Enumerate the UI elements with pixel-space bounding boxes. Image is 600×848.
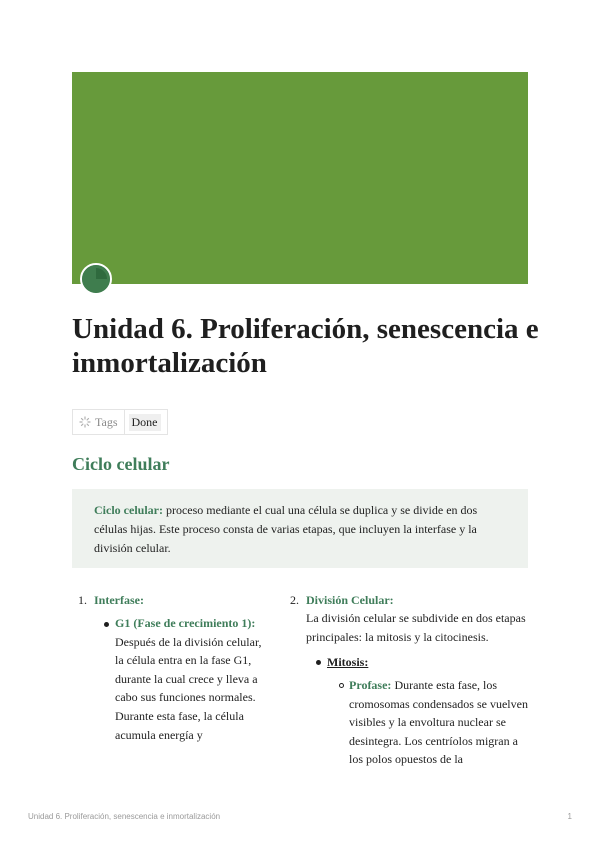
sub-item-text: Después de la división celular, la célula entra en la fase G1, durante la cual crece y lleva a cabo sus funciones normales. Durante esta fase, la célula acumula energía y xyxy=(115,634,262,742)
callout xyxy=(72,489,528,568)
pie-icon xyxy=(82,265,110,293)
section-heading: Ciclo celular xyxy=(72,454,170,474)
loading-icon xyxy=(79,416,91,428)
sub-sub-item-title: Profase: xyxy=(349,678,392,692)
sub-item-title: G1 (Fase de crecimiento 1): xyxy=(115,616,256,630)
property-name xyxy=(73,410,125,434)
footer-page-number: 1 xyxy=(567,812,572,821)
sub-item-g1 xyxy=(115,614,265,744)
list-item-text: La división celular se subdivide en dos etapas principales: la mitosis y la citocinesis. xyxy=(306,611,526,644)
property-row xyxy=(72,409,168,435)
bullet-icon xyxy=(316,660,321,665)
callout-text: proceso mediante el cual una célula se duplica y se divide en dos células hijas. Este proceso consta de varias etapas, que incluyen la interfase y la división celular. xyxy=(94,503,478,555)
list-item-title: División Celular: xyxy=(306,593,394,607)
tags-value[interactable] xyxy=(125,410,167,434)
list-number: 1. xyxy=(78,593,87,607)
page-icon xyxy=(80,263,112,295)
page-title: Unidad 6. Proliferación, senescencia e inmortalización xyxy=(72,313,539,379)
bullet-icon xyxy=(104,622,109,627)
footer-title: Unidad 6. Proliferación, senescencia e inmortalización xyxy=(28,812,221,821)
sub-sub-item-text: Durante esta fase, los cromosomas condensados se vuelven visibles y la envoltura nuclear se desintegra. Los centríolos migran a los polos opuestos de la xyxy=(349,678,528,767)
tag-badge: Done xyxy=(129,414,161,431)
sub-sub-item-profase xyxy=(349,676,529,769)
ring-bullet-icon xyxy=(339,683,344,688)
list-number: 2. xyxy=(290,593,299,607)
sub-item-title: Mitosis: xyxy=(327,655,369,669)
list-item-title: Interfase: xyxy=(94,593,144,607)
cover-image xyxy=(72,72,528,284)
tags-label: Tags xyxy=(95,414,118,429)
callout-term: Ciclo celular: xyxy=(94,503,163,517)
